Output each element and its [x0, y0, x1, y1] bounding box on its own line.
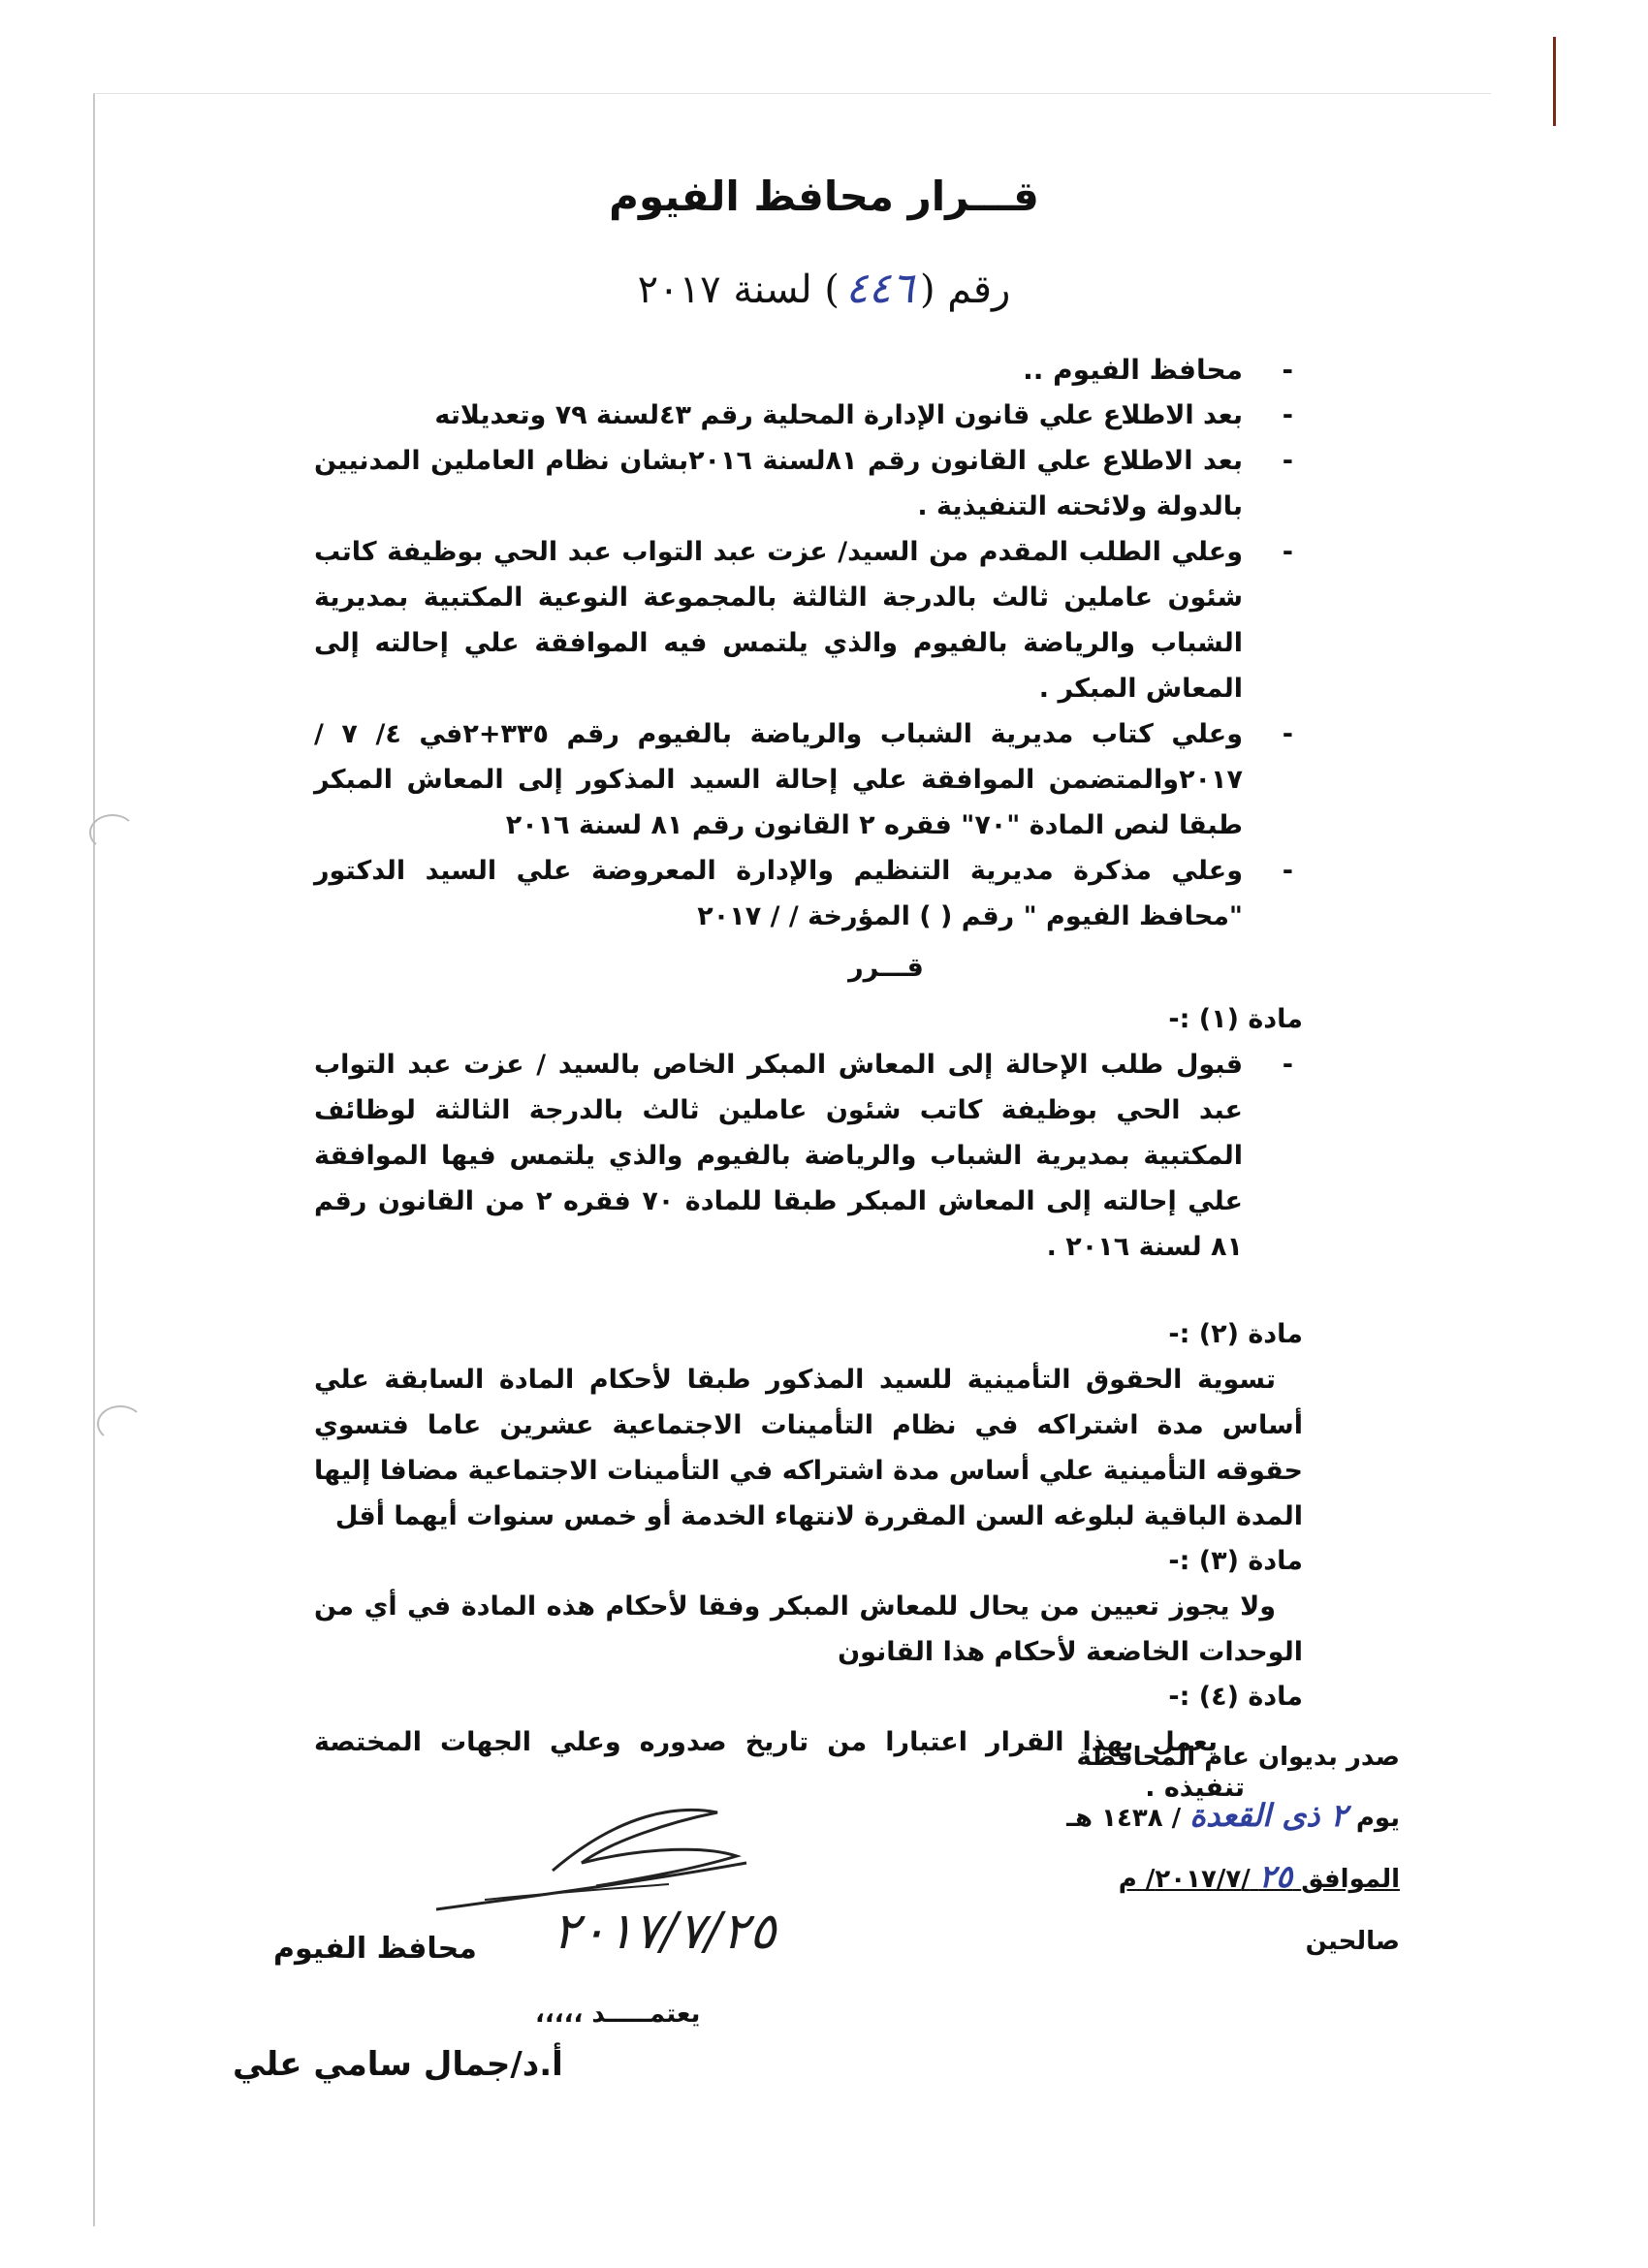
preamble-item: - وعلي كتاب مديرية الشباب والرياضة بالفيوم رقم ٣٣٥+٢في ٤/ ٧ /٢٠١٧والمتضمن الموافقة علي إحالة السيد المذكور إلى المعاش المبكر طبقا لنص المادة "٧٠" فقره ٢ القانون رقم ٨١ لسنة ٢٠١٦: [314, 719, 1293, 840]
signature-date: ٢٠١٧/٧/٢٥: [553, 1903, 776, 1961]
preamble-item: - بعد الاطلاع علي القانون رقم ٨١لسنة ٢٠١٦بشان نظام العاملين المدنيين بالدولة ولائحته التنفيذية .: [314, 446, 1293, 521]
gregorian-date-line: الموافق ٢٥ /٢٠١٧/٧/ م: [1118, 1858, 1400, 1895]
preamble-heading: - محافظ الفيوم ..: [1023, 354, 1293, 386]
decree-number-suffix: ) لسنة ٢٠١٧: [637, 268, 840, 312]
article-4-heading: مادة (٤) :-: [1168, 1682, 1303, 1712]
preamble-list: [314, 347, 1303, 939]
punch-hole-top: [89, 814, 136, 851]
clerk-name: صالحين: [1305, 1927, 1400, 1956]
gregorian-handwritten: ٢٥: [1258, 1858, 1293, 1895]
decree-number: [0, 264, 1648, 313]
punch-hole-bottom: [97, 1405, 143, 1442]
decree-number-prefix: رقم (: [919, 268, 1011, 312]
governor-signature: [427, 1803, 882, 1968]
issuance-block: [857, 1728, 1400, 1970]
governor-title: محافظ الفيوم: [273, 1932, 477, 1966]
decision-word: قـــرر: [848, 953, 924, 983]
hijri-date-line: يوم ٢ ذى القعدة / ١٤٣٨ هـ: [1066, 1797, 1400, 1834]
issued-at: صدر بديوان عام المحافظة: [1076, 1743, 1400, 1772]
article-3-heading: مادة (٣) :-: [1168, 1546, 1303, 1576]
margin-mark: [1553, 37, 1556, 126]
decree-title: قـــرار محافظ الفيوم: [609, 173, 1039, 220]
article-4-text: يعمل بهذا القرار اعتبارا من تاريخ صدوره وعلي الجهات المختصة تنفيذه .: [314, 1727, 1245, 1803]
article-2-text: تسوية الحقوق التأمينية للسيد المذكور طبقا لأحكام المادة السابقة علي أساس مدة اشتراكه في نظام التأمينات الاجتماعية عشرين عاما فتسوي حقوقه التأمينية علي أساس مدة اشتراكه في التأمينات الاجتماعية مضافا إليها المدة الباقية لبلوغه السن المقررة لانتهاء الخدمة أو خمس سنوات أيهما أقل: [314, 1365, 1303, 1531]
preamble-item: - بعد الاطلاع علي قانون الإدارة المحلية رقم ٤٣لسنة ٧٩ وتعديلاته: [434, 400, 1293, 430]
approval-label: يعتمـــــد ،،،،،: [535, 2000, 701, 2029]
governor-name: أ.د/جمال سامي علي: [233, 2045, 563, 2084]
article-1-text: - قبول طلب الإحالة إلى المعاش المبكر الخاص بالسيد / عزت عبد التواب عبد الحي بوظيفة كاتب شئون عاملين ثالث بالدرجة الثالثة لوظائف المكتبية بمديرية الشباب والرياضة بالفيوم والذي يلتمس فيها الموافقة علي إحالته إلى المعاش المبكر طبقا للمادة ٧٠ فقره ٢ من القانون رقم ٨١ لسنة ٢٠١٦ .: [314, 1050, 1293, 1262]
decree-number-handwritten: ٤٤٦: [845, 264, 914, 313]
preamble-item: - وعلي مذكرة مديرية التنظيم والإدارة المعروضة علي السيد الدكتور "محافظ الفيوم " رقم ( ) المؤرخة / / ٢٠١٧: [314, 856, 1293, 931]
hijri-handwritten: ٢ ذى القعدة: [1189, 1797, 1347, 1834]
article-3-text: ولا يجوز تعيين من يحال للمعاش المبكر وفقا لأحكام هذه المادة في أي من الوحدات الخاضعة لأحكام هذا القانون: [314, 1591, 1303, 1667]
article-1-list: [314, 1042, 1303, 1270]
decree-body: [314, 347, 1303, 1811]
preamble-item: - وعلي الطلب المقدم من السيد/ عزت عبد التواب عبد الحي بوظيفة كاتب شئون عاملين ثالث بالدرجة الثالثة بالمجموعة النوعية المكتبية بمديرية الشباب والرياضة بالفيوم والذي يلتمس فيه الموافقة علي إحالته إلى المعاش المبكر .: [314, 537, 1293, 704]
article-2-heading: مادة (٢) :-: [1168, 1319, 1303, 1349]
article-1-heading: مادة (١) :-: [1168, 1004, 1303, 1034]
